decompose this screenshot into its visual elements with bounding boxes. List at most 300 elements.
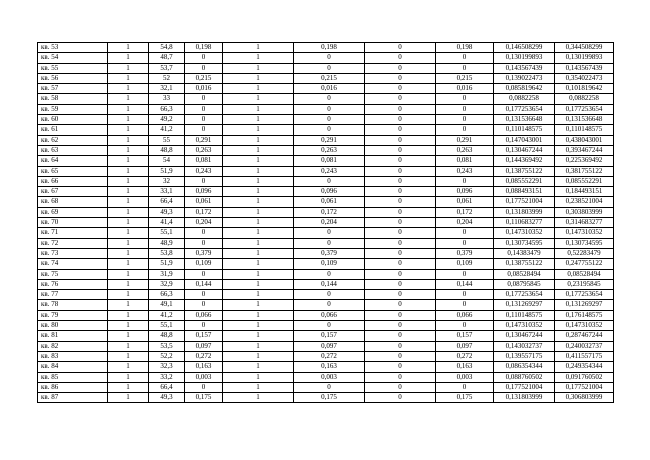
cell-share: 0,08795845: [494, 279, 555, 289]
cell-share: 0,08528494: [494, 269, 555, 279]
cell-value-b: 0,243: [294, 166, 365, 176]
cell-zero: 0: [365, 321, 436, 331]
cell-apartment: кв. 53: [38, 43, 108, 53]
cell-zero: 0: [365, 331, 436, 341]
cell-total: 0,101819642: [555, 84, 614, 94]
cell-value-a: 0: [185, 321, 223, 331]
cell-value-c: 0: [436, 321, 494, 331]
cell-value-b: 0,163: [294, 362, 365, 372]
cell-share: 0,177521004: [494, 382, 555, 392]
cell-value-b: 0,172: [294, 207, 365, 217]
cell-value-b: 0: [294, 321, 365, 331]
cell-area: 53,8: [149, 248, 185, 258]
cell-value-b: 0,204: [294, 218, 365, 228]
cell-zero: 0: [365, 207, 436, 217]
cell-apartment: кв. 76: [38, 279, 108, 289]
cell-coef: 1: [223, 310, 294, 320]
cell-share: 0,130467244: [494, 145, 555, 155]
cell-zero: 0: [365, 145, 436, 155]
cell-count: 1: [108, 156, 149, 166]
cell-value-a: 0: [185, 176, 223, 186]
cell-value-c: 0,109: [436, 259, 494, 269]
cell-count: 1: [108, 43, 149, 53]
cell-total: 0,52283479: [555, 248, 614, 258]
table-row: [38, 145, 614, 155]
cell-share: 0,086354344: [494, 362, 555, 372]
cell-count: 1: [108, 218, 149, 228]
cell-apartment: кв. 79: [38, 310, 108, 320]
cell-coef: 1: [223, 300, 294, 310]
cell-count: 1: [108, 135, 149, 145]
cell-value-a: 0,379: [185, 248, 223, 258]
table-body: [38, 43, 614, 403]
table-row: [38, 207, 614, 217]
cell-total: 0,393467244: [555, 145, 614, 155]
cell-share: 0,143567439: [494, 63, 555, 73]
cell-zero: 0: [365, 362, 436, 372]
cell-count: 1: [108, 372, 149, 382]
cell-share: 0,131803999: [494, 207, 555, 217]
cell-coef: 1: [223, 331, 294, 341]
cell-value-c: 0,157: [436, 331, 494, 341]
cell-apartment: кв. 62: [38, 135, 108, 145]
cell-area: 52,2: [149, 351, 185, 361]
cell-area: 54: [149, 156, 185, 166]
cell-value-b: 0,081: [294, 156, 365, 166]
cell-count: 1: [108, 321, 149, 331]
cell-apartment: кв. 63: [38, 145, 108, 155]
cell-apartment: кв. 73: [38, 248, 108, 258]
cell-value-a: 0,163: [185, 362, 223, 372]
cell-count: 1: [108, 63, 149, 73]
cell-area: 49,2: [149, 115, 185, 125]
cell-zero: 0: [365, 290, 436, 300]
cell-area: 33,1: [149, 187, 185, 197]
cell-apartment: кв. 72: [38, 238, 108, 248]
cell-coef: 1: [223, 63, 294, 73]
cell-zero: 0: [365, 197, 436, 207]
cell-value-b: 0: [294, 290, 365, 300]
table-row: [38, 53, 614, 63]
cell-value-c: 0,081: [436, 156, 494, 166]
cell-apartment: кв. 77: [38, 290, 108, 300]
cell-area: 32,1: [149, 84, 185, 94]
table-row: [38, 300, 614, 310]
cell-share: 0,088493151: [494, 187, 555, 197]
cell-share: 0,147043001: [494, 135, 555, 145]
cell-count: 1: [108, 279, 149, 289]
cell-total: 0,381755122: [555, 166, 614, 176]
cell-value-c: 0,163: [436, 362, 494, 372]
cell-zero: 0: [365, 63, 436, 73]
cell-value-b: 0,144: [294, 279, 365, 289]
cell-value-a: 0,097: [185, 341, 223, 351]
cell-apartment: кв. 56: [38, 73, 108, 83]
cell-value-a: 0,061: [185, 197, 223, 207]
cell-area: 33: [149, 94, 185, 104]
cell-total: 0,344508299: [555, 43, 614, 53]
cell-value-b: 0: [294, 94, 365, 104]
table-row: [38, 248, 614, 258]
cell-zero: 0: [365, 300, 436, 310]
cell-area: 41,2: [149, 125, 185, 135]
cell-zero: 0: [365, 351, 436, 361]
cell-value-c: 0: [436, 63, 494, 73]
cell-coef: 1: [223, 372, 294, 382]
cell-zero: 0: [365, 43, 436, 53]
cell-coef: 1: [223, 94, 294, 104]
table-row: [38, 63, 614, 73]
cell-area: 54,8: [149, 43, 185, 53]
cell-value-a: 0,016: [185, 84, 223, 94]
cell-value-a: 0: [185, 125, 223, 135]
table-row: [38, 279, 614, 289]
table-row: [38, 176, 614, 186]
cell-value-b: 0,066: [294, 310, 365, 320]
cell-value-b: 0,263: [294, 145, 365, 155]
cell-value-b: 0,379: [294, 248, 365, 258]
table-row: [38, 382, 614, 392]
cell-share: 0,177253654: [494, 290, 555, 300]
cell-value-b: 0: [294, 63, 365, 73]
cell-total: 0,110148575: [555, 125, 614, 135]
cell-total: 0,247755122: [555, 259, 614, 269]
cell-value-a: 0,175: [185, 393, 223, 403]
cell-value-a: 0: [185, 300, 223, 310]
cell-share: 0,177521004: [494, 197, 555, 207]
cell-count: 1: [108, 166, 149, 176]
cell-value-c: 0: [436, 53, 494, 63]
cell-apartment: кв. 59: [38, 104, 108, 114]
cell-value-c: 0: [436, 104, 494, 114]
cell-area: 41,2: [149, 310, 185, 320]
cell-total: 0,147310352: [555, 228, 614, 238]
cell-value-b: 0,198: [294, 43, 365, 53]
cell-value-b: 0: [294, 382, 365, 392]
cell-value-a: 0,172: [185, 207, 223, 217]
cell-count: 1: [108, 145, 149, 155]
document-page: [37, 42, 613, 403]
table-row: [38, 197, 614, 207]
cell-coef: 1: [223, 259, 294, 269]
cell-count: 1: [108, 290, 149, 300]
cell-apartment: кв. 60: [38, 115, 108, 125]
cell-area: 51,9: [149, 259, 185, 269]
cell-total: 0,130734595: [555, 238, 614, 248]
cell-area: 55,1: [149, 228, 185, 238]
cell-total: 0,314683277: [555, 218, 614, 228]
cell-count: 1: [108, 176, 149, 186]
cell-value-b: 0,016: [294, 84, 365, 94]
cell-area: 31,9: [149, 269, 185, 279]
cell-value-c: 0: [436, 115, 494, 125]
cell-value-c: 0: [436, 290, 494, 300]
cell-coef: 1: [223, 145, 294, 155]
cell-count: 1: [108, 228, 149, 238]
cell-coef: 1: [223, 290, 294, 300]
table-row: [38, 259, 614, 269]
cell-share: 0,147310352: [494, 321, 555, 331]
cell-total: 0,085552291: [555, 176, 614, 186]
cell-coef: 1: [223, 238, 294, 248]
cell-apartment: кв. 68: [38, 197, 108, 207]
cell-total: 0,147310352: [555, 321, 614, 331]
cell-value-b: 0: [294, 228, 365, 238]
cell-value-b: 0: [294, 176, 365, 186]
cell-apartment: кв. 71: [38, 228, 108, 238]
cell-coef: 1: [223, 53, 294, 63]
cell-count: 1: [108, 187, 149, 197]
table-row: [38, 73, 614, 83]
cell-coef: 1: [223, 84, 294, 94]
cell-value-a: 0,215: [185, 73, 223, 83]
cell-count: 1: [108, 248, 149, 258]
cell-count: 1: [108, 53, 149, 63]
table-row: [38, 125, 614, 135]
cell-share: 0,130467244: [494, 331, 555, 341]
cell-share: 0,130199893: [494, 53, 555, 63]
cell-coef: 1: [223, 135, 294, 145]
cell-zero: 0: [365, 310, 436, 320]
cell-area: 33,2: [149, 372, 185, 382]
cell-count: 1: [108, 331, 149, 341]
cell-value-c: 0: [436, 269, 494, 279]
cell-apartment: кв. 54: [38, 53, 108, 63]
cell-count: 1: [108, 351, 149, 361]
cell-coef: 1: [223, 187, 294, 197]
cell-share: 0,085819642: [494, 84, 555, 94]
cell-area: 66,3: [149, 104, 185, 114]
cell-total: 0,0882258: [555, 94, 614, 104]
cell-coef: 1: [223, 351, 294, 361]
table-row: [38, 393, 614, 403]
cell-value-c: 0: [436, 300, 494, 310]
cell-area: 52: [149, 73, 185, 83]
cell-share: 0,144369492: [494, 156, 555, 166]
cell-coef: 1: [223, 125, 294, 135]
cell-value-a: 0: [185, 382, 223, 392]
cell-value-a: 0,003: [185, 372, 223, 382]
cell-value-c: 0,061: [436, 197, 494, 207]
cell-coef: 1: [223, 321, 294, 331]
cell-area: 55,1: [149, 321, 185, 331]
cell-coef: 1: [223, 43, 294, 53]
cell-share: 0,131803999: [494, 393, 555, 403]
cell-share: 0,110148575: [494, 310, 555, 320]
cell-coef: 1: [223, 279, 294, 289]
cell-value-b: 0,097: [294, 341, 365, 351]
cell-value-c: 0,379: [436, 248, 494, 258]
cell-count: 1: [108, 104, 149, 114]
cell-total: 0,143567439: [555, 63, 614, 73]
cell-zero: 0: [365, 228, 436, 238]
cell-zero: 0: [365, 176, 436, 186]
cell-zero: 0: [365, 94, 436, 104]
cell-count: 1: [108, 300, 149, 310]
cell-value-b: 0,003: [294, 372, 365, 382]
cell-area: 49,1: [149, 300, 185, 310]
cell-total: 0,131269297: [555, 300, 614, 310]
cell-zero: 0: [365, 218, 436, 228]
cell-value-c: 0,291: [436, 135, 494, 145]
cell-total: 0,08528494: [555, 269, 614, 279]
cell-value-c: 0: [436, 176, 494, 186]
cell-area: 32,3: [149, 362, 185, 372]
cell-value-a: 0: [185, 53, 223, 63]
table-row: [38, 104, 614, 114]
cell-value-b: 0,291: [294, 135, 365, 145]
cell-total: 0,306803999: [555, 393, 614, 403]
cell-value-c: 0,204: [436, 218, 494, 228]
table-row: [38, 341, 614, 351]
table-row: [38, 156, 614, 166]
cell-value-b: 0: [294, 269, 365, 279]
cell-coef: 1: [223, 73, 294, 83]
cell-coef: 1: [223, 393, 294, 403]
cell-share: 0,139022473: [494, 73, 555, 83]
cell-apartment: кв. 69: [38, 207, 108, 217]
cell-value-a: 0: [185, 290, 223, 300]
cell-value-c: 0,096: [436, 187, 494, 197]
cell-total: 0,131536648: [555, 115, 614, 125]
cell-share: 0,088760502: [494, 372, 555, 382]
cell-value-c: 0,097: [436, 341, 494, 351]
cell-zero: 0: [365, 187, 436, 197]
apartment-table: [37, 42, 614, 403]
cell-value-a: 0,243: [185, 166, 223, 176]
cell-apartment: кв. 57: [38, 84, 108, 94]
cell-count: 1: [108, 238, 149, 248]
cell-value-c: 0,175: [436, 393, 494, 403]
cell-value-c: 0: [436, 382, 494, 392]
cell-value-b: 0: [294, 53, 365, 63]
cell-coef: 1: [223, 197, 294, 207]
cell-value-b: 0,061: [294, 197, 365, 207]
cell-value-c: 0: [436, 94, 494, 104]
cell-total: 0,240032737: [555, 341, 614, 351]
cell-apartment: кв. 75: [38, 269, 108, 279]
cell-zero: 0: [365, 135, 436, 145]
table-row: [38, 372, 614, 382]
cell-apartment: кв. 86: [38, 382, 108, 392]
table-row: [38, 166, 614, 176]
cell-area: 49,3: [149, 393, 185, 403]
cell-zero: 0: [365, 382, 436, 392]
cell-value-a: 0,157: [185, 331, 223, 341]
cell-value-c: 0,243: [436, 166, 494, 176]
cell-share: 0,138755122: [494, 166, 555, 176]
cell-value-a: 0,109: [185, 259, 223, 269]
cell-count: 1: [108, 382, 149, 392]
cell-value-b: 0,215: [294, 73, 365, 83]
cell-share: 0,110683277: [494, 218, 555, 228]
cell-area: 48,8: [149, 331, 185, 341]
cell-value-a: 0,272: [185, 351, 223, 361]
cell-area: 48,8: [149, 145, 185, 155]
cell-total: 0,249354344: [555, 362, 614, 372]
cell-count: 1: [108, 362, 149, 372]
cell-value-a: 0: [185, 115, 223, 125]
cell-share: 0,139557175: [494, 351, 555, 361]
cell-coef: 1: [223, 362, 294, 372]
cell-count: 1: [108, 84, 149, 94]
cell-total: 0,23195845: [555, 279, 614, 289]
table-row: [38, 331, 614, 341]
cell-count: 1: [108, 310, 149, 320]
cell-value-a: 0,263: [185, 145, 223, 155]
cell-count: 1: [108, 259, 149, 269]
cell-apartment: кв. 83: [38, 351, 108, 361]
table-row: [38, 269, 614, 279]
cell-coef: 1: [223, 156, 294, 166]
cell-area: 66,4: [149, 197, 185, 207]
cell-value-b: 0: [294, 125, 365, 135]
cell-count: 1: [108, 269, 149, 279]
cell-apartment: кв. 67: [38, 187, 108, 197]
cell-total: 0,177253654: [555, 104, 614, 114]
cell-total: 0,354022473: [555, 73, 614, 83]
cell-count: 1: [108, 341, 149, 351]
table-row: [38, 115, 614, 125]
cell-share: 0,138755122: [494, 259, 555, 269]
cell-value-c: 0,144: [436, 279, 494, 289]
cell-apartment: кв. 58: [38, 94, 108, 104]
cell-zero: 0: [365, 269, 436, 279]
cell-value-c: 0,066: [436, 310, 494, 320]
cell-value-c: 0,198: [436, 43, 494, 53]
cell-total: 0,177521004: [555, 382, 614, 392]
cell-value-a: 0: [185, 104, 223, 114]
cell-count: 1: [108, 197, 149, 207]
cell-coef: 1: [223, 166, 294, 176]
cell-area: 66,4: [149, 382, 185, 392]
cell-zero: 0: [365, 341, 436, 351]
cell-share: 0,085552291: [494, 176, 555, 186]
cell-value-a: 0: [185, 63, 223, 73]
cell-apartment: кв. 82: [38, 341, 108, 351]
cell-apartment: кв. 65: [38, 166, 108, 176]
cell-total: 0,438043001: [555, 135, 614, 145]
cell-value-b: 0: [294, 238, 365, 248]
cell-value-b: 0,157: [294, 331, 365, 341]
cell-count: 1: [108, 393, 149, 403]
table-row: [38, 84, 614, 94]
table-row: [38, 135, 614, 145]
cell-value-a: 0,096: [185, 187, 223, 197]
cell-apartment: кв. 87: [38, 393, 108, 403]
cell-value-c: 0: [436, 238, 494, 248]
cell-count: 1: [108, 115, 149, 125]
table-row: [38, 362, 614, 372]
cell-value-c: 0,003: [436, 372, 494, 382]
cell-zero: 0: [365, 84, 436, 94]
table-row: [38, 290, 614, 300]
cell-share: 0,146508299: [494, 43, 555, 53]
cell-value-a: 0,081: [185, 156, 223, 166]
cell-share: 0,110148575: [494, 125, 555, 135]
cell-value-a: 0: [185, 269, 223, 279]
table-row: [38, 238, 614, 248]
cell-zero: 0: [365, 393, 436, 403]
cell-zero: 0: [365, 279, 436, 289]
cell-count: 1: [108, 125, 149, 135]
table-row: [38, 310, 614, 320]
cell-zero: 0: [365, 166, 436, 176]
cell-area: 53,7: [149, 63, 185, 73]
cell-zero: 0: [365, 125, 436, 135]
cell-area: 49,3: [149, 207, 185, 217]
cell-coef: 1: [223, 269, 294, 279]
